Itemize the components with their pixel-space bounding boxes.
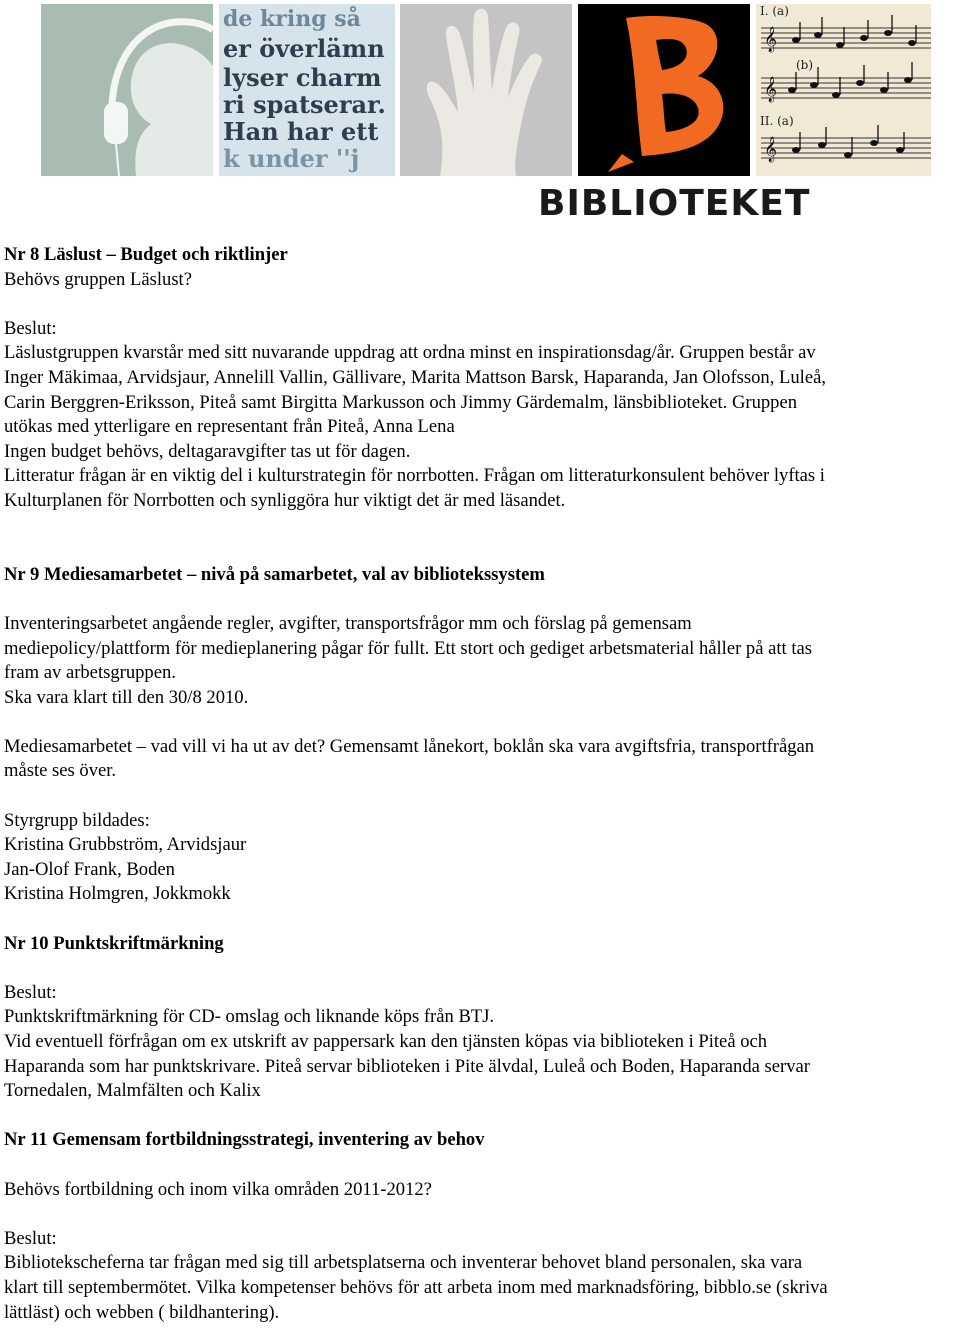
collage-line: de kring så	[223, 6, 361, 32]
svg-text:𝄞: 𝄞	[764, 27, 778, 52]
beslut-label: Beslut:	[4, 1227, 57, 1249]
section-nr10	[4, 932, 956, 1104]
headphones-photo	[41, 4, 213, 176]
section-heading: Nr 9 Mediesamarbetet – nivå på samarbetet, val av bibliotekssystem	[4, 563, 545, 585]
headphones-listener-icon	[41, 4, 213, 176]
text-collage-photo	[219, 4, 395, 176]
text-line: Carin Berggren-Eriksson, Piteå samt Birgitta Markusson och Jimmy Gärdemalm, länsbiblioteket. Gruppen	[4, 391, 798, 413]
section-heading: Nr 11 Gemensam fortbildningsstrategi, inventering av behov	[4, 1129, 485, 1151]
section-nr9	[4, 563, 956, 907]
hand-icon	[400, 4, 572, 176]
header-banner	[41, 4, 931, 176]
document-body	[4, 243, 956, 1325]
svg-text:𝄞: 𝄞	[764, 137, 778, 162]
beslut-label: Beslut:	[4, 981, 57, 1003]
text-line: Vid eventuell förfrågan om ex utskrift av pappersark kan den tjänsten köpas via biblioteken i Piteå och	[4, 1031, 768, 1052]
section-heading: Nr 8 Läslust – Budget och riktlinjer	[4, 244, 288, 265]
text-line: Inventeringsarbetet angående regler, avgifter, transportsfrågor mm och förslag på gemensam	[4, 612, 692, 634]
text-line: Kulturplanen för Norrbotten och synliggöra hur viktigt det är med läsandet.	[4, 489, 566, 511]
question-text: Behövs gruppen Läslust?	[4, 268, 192, 290]
sheet-music-photo	[756, 4, 931, 176]
text-line: Styrgrupp bildades:	[4, 809, 150, 831]
text-line: Kristina Holmgren, Jokkmokk	[4, 883, 231, 905]
svg-text:𝄞: 𝄞	[764, 77, 778, 102]
text-line: lättläst) och webben ( bildhantering).	[4, 1301, 280, 1323]
beslut-label: Beslut:	[4, 317, 57, 339]
staff-label: I. (a)	[760, 4, 789, 18]
collage-line: er överlämn	[223, 34, 385, 63]
text-line: Haparanda som har punktskrivare. Piteå servar biblioteken i Pite älvdal, Luleå och Boden, Haparanda servar	[4, 1055, 810, 1077]
staff-label: (b)	[796, 58, 814, 72]
text-line: Punktskriftmärkning för CD- omslag och liknande köps från BTJ.	[4, 1006, 495, 1028]
text-line: Kristina Grubbström, Arvidsjaur	[4, 834, 247, 856]
text-line: utökas med ytterligare en representant från Piteå, Anna Lena	[4, 416, 455, 438]
text-line: Jan-Olof Frank, Boden	[4, 858, 175, 880]
text-line: Bibliotekscheferna tar frågan med sig till arbetsplatserna och inventerar behovet bland personalen, ska vara	[4, 1252, 803, 1274]
staff-label: II. (a)	[760, 114, 794, 128]
collage-line: Han har ett	[223, 117, 379, 146]
text-line: måste ses över.	[4, 760, 117, 782]
text-line: klart till septembermötet. Vilka kompetenser behövs för att arbeta inom med marknadsföring, bibblo.se (skriva	[4, 1276, 828, 1298]
music-notes-icon	[756, 4, 931, 176]
text-line: Läslustgruppen kvarstår med sitt nuvarande uppdrag att ordna minst en inspirationsdag/år. Gruppen består av	[4, 342, 816, 364]
hand-photo	[400, 4, 572, 176]
question-text: Behövs fortbildning och inom vilka områden 2011-2012?	[4, 1178, 432, 1200]
collage-line: ri spatserar.	[223, 90, 386, 119]
text-line: Litteratur frågan är en viktig del i kulturstrategin för norrbotten. Frågan om litteraturkonsulent behöver lyftas i	[4, 465, 825, 487]
text-line: Ska vara klart till den 30/8 2010.	[4, 686, 249, 708]
collage-line: lyser charm	[223, 63, 382, 92]
section-nr8	[4, 243, 956, 514]
text-line: Mediesamarbetet – vad vill vi ha ut av det? Gemensamt lånekort, boklån ska vara avgiftsfria, transportfrågan	[4, 735, 815, 757]
biblioteket-logo-mark	[578, 4, 750, 176]
text-line: Ingen budget behövs, deltagaravgifter tas ut för dagen.	[4, 440, 411, 462]
text-line: Inger Mäkimaa, Arvidsjaur, Annelill Vallin, Gällivare, Marita Mattson Barsk, Haparanda, Jan Olofsson, Luleå,	[4, 366, 826, 388]
letter-b-logo-icon	[578, 4, 750, 176]
text-line: Tornedalen, Malmfälten och Kalix	[4, 1080, 261, 1102]
brand-wordmark: BIBLIOTEKET	[538, 183, 811, 224]
section-heading: Nr 10 Punktskriftmärkning	[4, 932, 224, 954]
text-line: fram av arbetsgruppen.	[4, 662, 176, 684]
section-nr11	[4, 1128, 956, 1325]
collage-line: k under ''j	[223, 144, 360, 173]
text-line: mediepolicy/plattform för medieplanering pågar för fullt. Ett stort och gediget arbetsmaterial håller på att tas	[4, 637, 813, 659]
